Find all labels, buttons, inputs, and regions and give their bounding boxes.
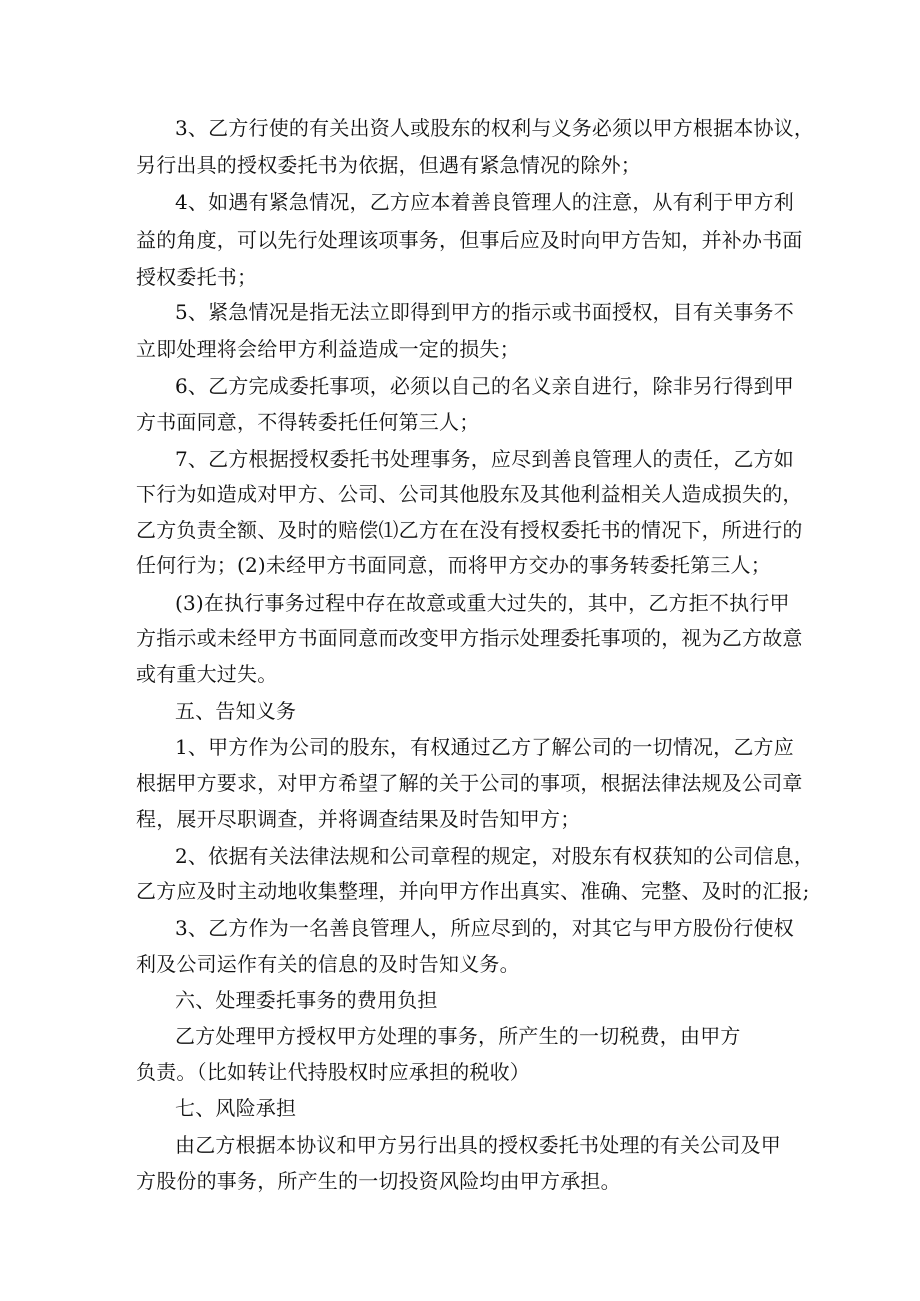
text-line: 6、乙方完成委托事项，必须以自己的名义亲自进行，除非另行得到甲 [175, 374, 794, 398]
text-line: (3)在执行事务过程中存在故意或重大过失的，其中，乙方拒不执行甲 [175, 591, 790, 615]
section-heading: 七、风险承担 [175, 1096, 297, 1120]
text-line: 程，展开尽职调查，并将调查结果及时告知甲方； [136, 807, 581, 831]
text-line: 7、乙方根据授权委托书处理事务，应尽到善良管理人的责任，乙方如 [175, 447, 794, 471]
section-heading: 六、处理委托事务的费用负担 [175, 988, 438, 1012]
text-line: 4、如遇有紧急情况，乙方应本着善良管理人的注意，从有利于甲方利 [175, 190, 794, 214]
text-line: 方股份的事务，所产生的一切投资风险均由甲方承担。 [136, 1169, 621, 1193]
text-line: 由乙方根据本协议和甲方另行出具的授权委托书处理的有关公司及甲 [175, 1133, 781, 1157]
text-line: 利及公司运作有关的信息的及时告知义务。 [136, 952, 520, 976]
text-line: 乙方处理甲方授权甲方处理的事务，所产生的一切税费，由甲方 [175, 1024, 741, 1048]
text-line: 乙方负责全额、及时的赔偿⑴乙方在在没有授权委托书的情况下，所进行的 [136, 518, 803, 542]
text-line: 乙方应及时主动地收集整理，并向甲方作出真实、准确、完整、及时的汇报; [136, 879, 810, 903]
text-line: 3、乙方作为一名善良管理人，所应尽到的，对其它与甲方股份行使权 [175, 916, 794, 940]
text-line: 益的角度，可以先行处理该项事务，但事后应及时向甲方告知，并补办书面 [136, 228, 803, 252]
text-line: 任何行为；(2)未经甲方书面同意，而将甲方交办的事务转委托第三人； [136, 553, 771, 577]
text-line: 负责。（比如转让代持股权时应承担的税收） [136, 1060, 530, 1084]
text-line: 立即处理将会给甲方利益造成一定的损失； [136, 337, 520, 361]
text-line: 授权委托书； [136, 265, 258, 289]
text-line: 另行出具的授权委托书为依据，但遇有紧急情况的除外； [136, 153, 641, 177]
text-line: 或有重大过失。 [136, 662, 278, 686]
text-line: 方书面同意，不得转委托任何第三人； [136, 410, 480, 434]
text-line: 根据甲方要求，对甲方希望了解的关于公司的事项，根据法律法规及公司章 [136, 771, 803, 795]
text-line: 5、紧急情况是指无法立即得到甲方的指示或书面授权，目有关事务不 [175, 300, 794, 324]
text-line: 2、依据有关法律法规和公司章程的规定，对股东有权获知的公司信息， [175, 844, 815, 868]
section-heading: 五、告知义务 [175, 699, 297, 723]
text-line: 方指示或未经甲方书面同意而改变甲方指示处理委托事项的，视为乙方故意 [136, 626, 803, 650]
text-line: 3、乙方行使的有关出资人或股东的权利与义务必须以甲方根据本协议， [175, 116, 815, 140]
text-line: 下行为如造成对甲方、公司、公司其他股东及其他利益相关人造成损失的， [136, 482, 803, 506]
text-line: 1、甲方作为公司的股东，有权通过乙方了解公司的一切情况，乙方应 [175, 735, 794, 759]
